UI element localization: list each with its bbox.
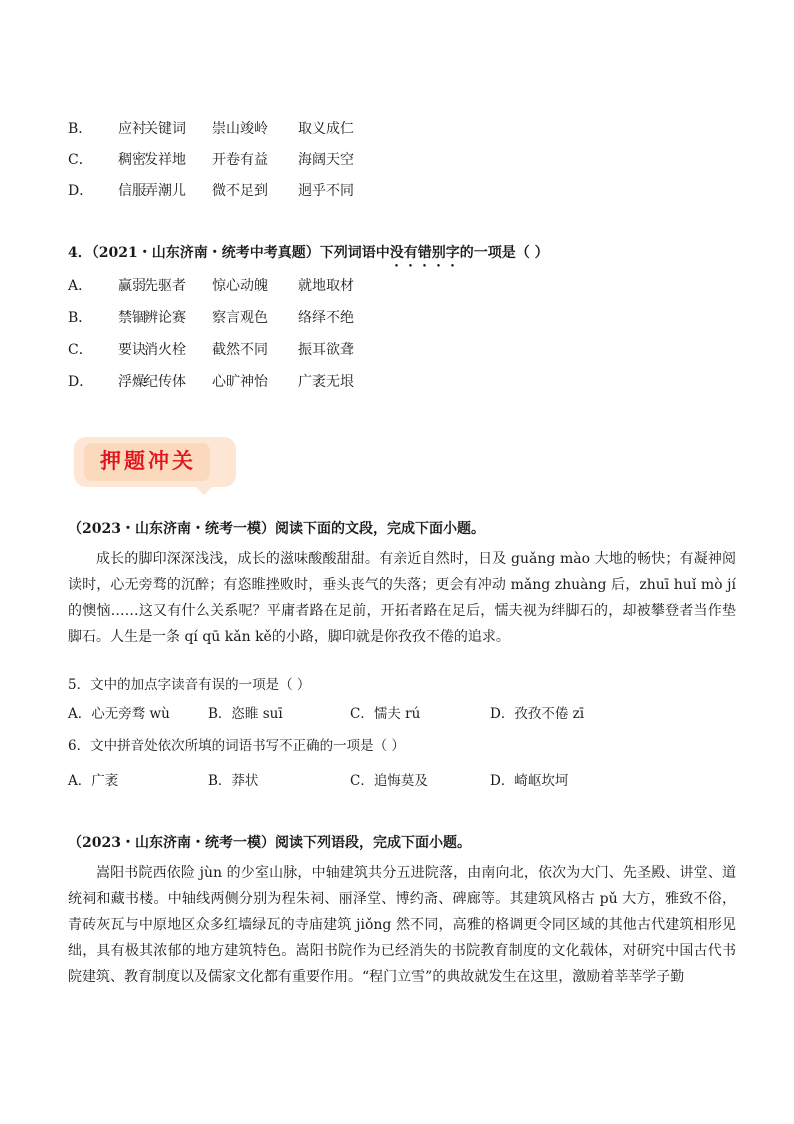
q5-answer-d: D．孜孜不倦 zī	[490, 706, 585, 722]
banner-tail	[194, 485, 214, 495]
exam-page: B． 应衬 关键词 崇山竣岭 取义成仁 C． 稠密 发祥地 开卷有益 海阔天空 D． 信服 弄潮儿 微不足到 迥乎不同 4．（2021・山东济南・统考中考真题）下列词语中没有错别字的一项是（ ） A． 赢弱 先驱者 惊心动魄 就地取材 B． 禁锢 辨论赛 察言观色 络绎不绝 C． 要诀 消火栓 截然不同 振耳欲聋 D． 浮燥 纪传体 心旷神怡 广袤无垠 押题冲关 （2023・山东济南・统考一模）阅读下面的文段，完成下面小题。 成长的脚印深深浅浅，成长的滋味酸酸甜甜。有亲近自然时，日及 guǎng mào 大地的畅快；有凝神阅读时，心无旁骛的沉醉；有恣睢挫败时，垂头丧气的失落；更会有冲动 mǎng zhuàng 后，zhuī huǐ mò jí 的懊恼……这又有什么关系呢？平庸者路在足前，开拓者路在足后，懦夫视为绊脚石的，却被攀登者当作垫脚石。人生是一条 qí qū kǎn kě的小路，脚印就是你孜孜不倦的追求。 5．文中的加点字读音有误的一项是（ ） A．心无旁骛 wù B．恣睢 suī C．懦夫 rú D．孜孜不倦 zī 6．文中拼音处依次所填的词语书写不正确的一项是（ ） A．广袤 B．莽状 C．追悔莫及 D．崎岖坎坷 （2023・山东济南・统考一模）阅读下列语段，完成下面小题。 嵩阳书院西依险 jùn 的少室山脉，中轴建筑共分五进院落，由南向北，依次为大门、先圣殿、讲堂、道统祠和藏书楼。中轴线两侧分别为程朱祠、丽泽堂、博约斋、碑廊等。其建筑风格古 pǔ 大方，雅致不俗，青砖灰瓦与中原地区众多红墙绿瓦的寺庙建筑 jiǒng 然不同，高雅的格调更令同区域的其他古代建筑相形见绌，具有极其浓郁的地方建筑特色。嵩阳书院作为已经消失的书院教育制度的文化载体，对研究中国古代书院建筑、教育制度以及儒家文化都有重要作用。“程门立雪”的典故就发生在这里，激励着莘莘学子勤	[0, 0, 794, 1124]
q6-answer-a: A．广袤	[68, 773, 119, 789]
q6-question: 6．文中拼音处依次所填的词语书写不正确的一项是（ ）	[68, 738, 405, 754]
banner-title: 押题冲关	[100, 449, 196, 473]
q6-answer-d: D．崎岖坎坷	[490, 773, 569, 789]
q6-answer-c: C．追悔莫及	[350, 773, 428, 789]
q5-answer-a: A．心无旁骛 wù	[68, 706, 170, 722]
q6-answer-b: B．莽状	[208, 773, 259, 789]
passage1-text: 成长的脚印深深浅浅，成长的滋味酸酸甜甜。有亲近自然时，日及 guǎng mào 大地的畅快；有凝神阅读时，心无旁骛的沉醉；有恣睢挫败时，垂头丧气的失落；更会有冲动 mǎng zhuàng 后，zhuī huǐ mò jí 的懊恼……这又有什么关系呢？平庸者路在足前，开拓者路在足后，懦夫视为绊脚石的，却被攀登者当作垫脚石。人生是一条 qí qū kǎn kě的小路，脚印就是你孜孜不倦的追求。	[68, 551, 736, 645]
section-banner	[74, 437, 238, 497]
passage2-text: 嵩阳书院西依险 jùn 的少室山脉，中轴建筑共分五进院落，由南向北，依次为大门、先圣殿、讲堂、道统祠和藏书楼。中轴线两侧分别为程朱祠、丽泽堂、博约斋、碑廊等。其建筑风格古 pǔ 大方，雅致不俗，青砖灰瓦与中原地区众多红墙绿瓦的寺庙建筑 jiǒng 然不同，高雅的格调更令同区域的其他古代建筑相形见绌，具有极其浓郁的地方建筑特色。嵩阳书院作为已经消失的书院教育制度的文化载体，对研究中国古代书院建筑、教育制度以及儒家文化都有重要作用。“程门立雪”的典故就发生在这里，激励着莘莘学子勤	[68, 865, 736, 985]
passage2-source: （2023・山东济南・统考一模）阅读下列语段，完成下面小题。	[68, 835, 471, 851]
q5-answer-c: C．懦夫 rú	[350, 706, 421, 722]
q5-answer-b: B．恣睢 suī	[208, 706, 283, 722]
passage1-source: （2023・山东济南・统考一模）阅读下面的文段，完成下面小题。	[68, 521, 485, 537]
q5-question: 5．文中的加点字读音有误的一项是（ ）	[68, 677, 311, 693]
q4-title: 4．（2021・山东济南・统考中考真题）下列词语中没有错别字的一项是（ ）	[68, 245, 549, 261]
